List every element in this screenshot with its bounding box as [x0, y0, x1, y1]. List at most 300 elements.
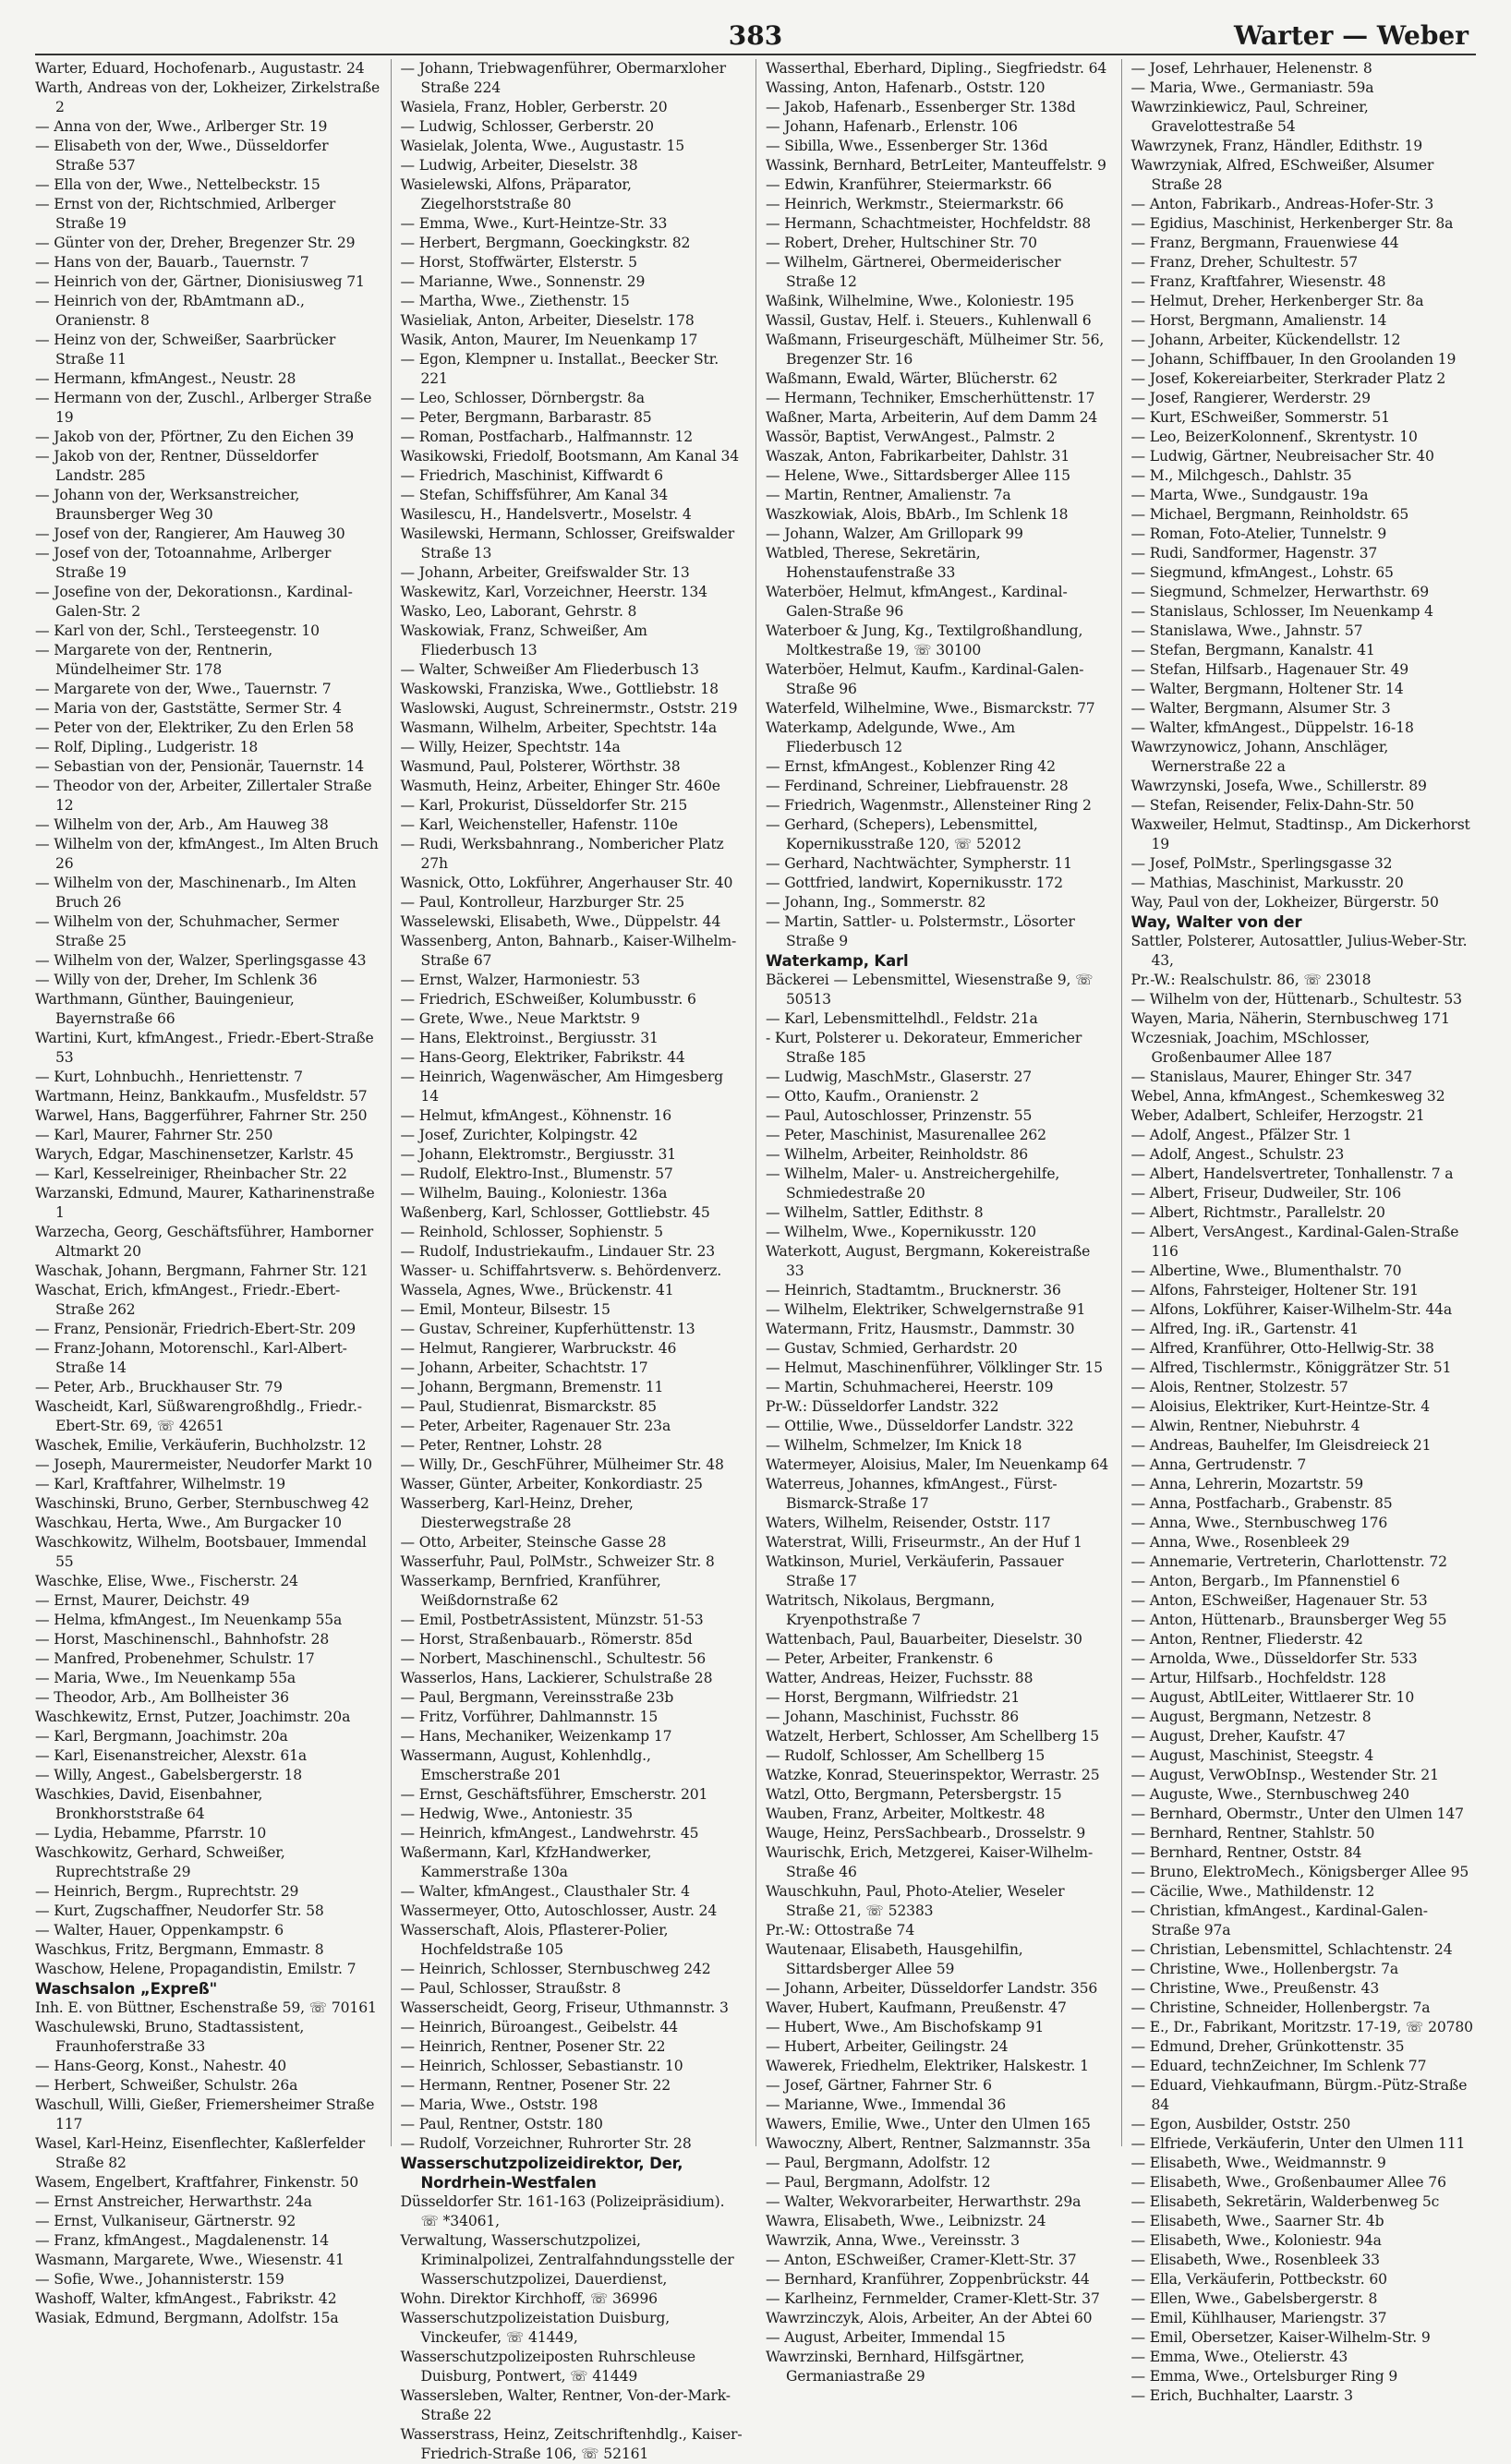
directory-entry: Waterkamp, Adelgunde, Wwe., Am Fliederbusch 12 [766, 719, 1016, 755]
directory-entry: — Helene, Wwe., Sittardsberger Allee 115 [766, 467, 1070, 484]
directory-entry: — Heinrich von der, RbAmtmann aD., Oranienstr. 8 [35, 293, 305, 329]
directory-entry: — Wilhelm, Elektriker, Schwelgernstraße 91 [766, 1301, 1086, 1318]
directory-entry: Waßenberg, Karl, Schlosser, Gottliebstr. 45 [400, 1204, 710, 1221]
column-4 [1130, 59, 1477, 2404]
directory-entry: — Emil, Monteur, Bilsestr. 15 [400, 1301, 610, 1318]
directory-entry: — Ernst von der, Richtschmied, Arlberger Straße 19 [35, 196, 336, 232]
directory-entry: — Hans-Georg, Konst., Nahestr. 40 [35, 2058, 287, 2074]
directory-entry: — Ludwig, Schlosser, Gerberstr. 20 [400, 118, 654, 135]
directory-entry: — Anton, Bergarb., Im Pfannenstiel 6 [1130, 1573, 1400, 1589]
directory-entry: Verwaltung, Wasserschutzpolizei, Kriminalpolizei, Zentralfahndungsstelle der Wasserschutzpolizei, Dauerdienst, [400, 2232, 734, 2288]
directory-entry: — Karl, Prokurist, Düsseldorfer Str. 215 [400, 797, 688, 814]
directory-entry: Waßermann, Karl, KfzHandwerker, Kammerstraße 130a [400, 1844, 652, 1880]
directory-entry: — Hans, Mechaniker, Weizenkamp 17 [400, 1728, 672, 1745]
directory-entry: Warwel, Hans, Baggerführer, Fahrner Str. 250 [35, 1107, 368, 1124]
directory-entry: — Ernst Anstreicher, Herwarthstr. 24a [35, 2193, 312, 2210]
directory-entry: — Ferdinand, Schreiner, Liebfrauenstr. 28 [766, 778, 1069, 794]
directory-entry: Waszkowiak, Alois, BbArb., Im Schlenk 18 [766, 506, 1069, 523]
directory-entry: — Willy von der, Dreher, Im Schlenk 36 [35, 972, 318, 988]
directory-entry: — Albert, Richtmstr., Parallelstr. 20 [1130, 1204, 1385, 1221]
directory-entry: — Johann, Maschinist, Fuchsstr. 86 [766, 1709, 1020, 1725]
directory-entry: Waterkott, August, Bergmann, Kokereistraße 33 [766, 1243, 1091, 1279]
directory-entry: Wasserschutzpolizeidirektor, Der, Nordrhein-Westfalen [400, 2155, 683, 2192]
directory-entry: — Elisabeth, Wwe., Saarner Str. 4b [1130, 2213, 1384, 2229]
directory-entry: Wasel, Karl-Heinz, Eisenflechter, Kaßlerfelder Straße 82 [35, 2135, 366, 2171]
directory-entry: — Josef, PolMstr., Sperlingsgasse 32 [1130, 855, 1393, 872]
directory-entry: Wassör, Baptist, VerwAngest., Palmstr. 2 [766, 429, 1056, 445]
directory-entry: — Elisabeth, Sekretärin, Walderbenweg 5c [1130, 2193, 1440, 2210]
directory-entry: Wasmuth, Heinz, Arbeiter, Ehinger Str. 460e [400, 778, 720, 794]
directory-entry: Wauge, Heinz, PersSachbearb., Drosselstr. 9 [766, 1825, 1086, 1842]
directory-entry: — Johann, Arbeiter, Schachtstr. 17 [400, 1359, 648, 1376]
directory-entry: Wasmann, Wilhelm, Arbeiter, Spechtstr. 14a [400, 719, 718, 736]
directory-entry: Düsseldorfer Str. 161-163 (Polizeipräsidium). ☏ *34061, [400, 2193, 725, 2229]
directory-entry: — Ottilie, Wwe., Düsseldorfer Landstr. 322 [766, 1418, 1074, 1434]
directory-entry: — August, Maschinist, Steegstr. 4 [1130, 1747, 1374, 1764]
directory-entry: Wartini, Kurt, kfmAngest., Friedr.-Ebert-Straße 53 [35, 1030, 374, 1066]
directory-entry: Watritsch, Nikolaus, Bergmann, Kryenpothstraße 7 [766, 1592, 996, 1628]
directory-entry: Wawrzinczyk, Alois, Arbeiter, An der Abtei 60 [766, 2310, 1093, 2326]
directory-entry: Wassersleben, Walter, Rentner, Von-der-Mark-Straße 22 [400, 2387, 731, 2423]
directory-entry: — Ellen, Wwe., Gabelsbergerstr. 8 [1130, 2290, 1378, 2307]
directory-entry: Waßmann, Friseurgeschäft, Mülheimer Str. 56, Bregenzer Str. 16 [766, 332, 1105, 368]
directory-entry: — Johann, Arbeiter, Düsseldorfer Landstr. 356 [766, 1980, 1098, 1997]
directory-entry: — Gottfried, landwirt, Kopernikusstr. 172 [766, 875, 1063, 891]
directory-entry: — Wilhelm, Arbeiter, Reinholdstr. 86 [766, 1146, 1029, 1163]
directory-entry: — Peter, Bergmann, Barbarastr. 85 [400, 409, 652, 426]
directory-entry: Waschke, Elise, Wwe., Fischerstr. 24 [35, 1573, 298, 1589]
directory-entry: — Heinrich, Wagenwäscher, Am Himgesberg 14 [400, 1069, 723, 1105]
directory-entry: — Rudolf, Vorzeichner, Ruhrorter Str. 28 [400, 2135, 692, 2152]
directory-entry: — Walter, Bergmann, Holtener Str. 14 [1130, 681, 1404, 697]
directory-entry: — Friedrich, ESchweißer, Kolumbusstr. 6 [400, 991, 696, 1008]
directory-entry: — Heinrich, Stadtamtm., Brucknerstr. 36 [766, 1282, 1061, 1298]
directory-entry: — Maria von der, Gaststätte, Sermer Str. 4 [35, 700, 342, 717]
directory-entry: Waschkowitz, Wilhelm, Bootsbauer, Immendal 55 [35, 1534, 367, 1570]
directory-entry: — Grete, Wwe., Neue Marktstr. 9 [400, 1010, 640, 1027]
directory-entry: — Peter von der, Elektriker, Zu den Erlen 58 [35, 719, 354, 736]
directory-entry: Waßmann, Ewald, Wärter, Blücherstr. 62 [766, 370, 1058, 387]
directory-entry: — Rudolf, Schlosser, Am Schellberg 15 [766, 1747, 1046, 1764]
directory-entry: — Josef, Lehrhauer, Helenenstr. 8 [1130, 60, 1372, 77]
directory-entry: — Alfred, Kranführer, Otto-Hellwig-Str. 38 [1130, 1340, 1434, 1357]
directory-entry: — Margarete von der, Rentnerin, Mündelheimer Str. 178 [35, 642, 273, 678]
directory-entry: — Albert, Friseur, Dudweiler, Str. 106 [1130, 1185, 1401, 1202]
directory-entry: — Egon, Klempner u. Installat., Beecker Str. 221 [400, 351, 719, 387]
directory-entry: — Lydia, Hebamme, Pfarrstr. 10 [35, 1825, 267, 1842]
directory-entry: — Karlheinz, Fernmelder, Cramer-Klett-Str. 37 [766, 2290, 1100, 2307]
directory-entry: — Karl, Kraftfahrer, Wilhelmstr. 19 [35, 1476, 286, 1492]
directory-entry: — Jakob, Hafenarb., Essenberger Str. 138d [766, 99, 1076, 115]
directory-entry: — Ella, Verkäuferin, Pottbeckstr. 60 [1130, 2271, 1387, 2288]
directory-entry: — Wilhelm von der, kfmAngest., Im Alten Bruch 26 [35, 836, 379, 872]
directory-entry: — Kurt, Lohnbuchh., Henriettenstr. 7 [35, 1069, 303, 1085]
directory-entry: — Gustav, Schmied, Gerhardstr. 20 [766, 1340, 1018, 1357]
directory-entry: — Gustav, Schreiner, Kupferhüttenstr. 13 [400, 1321, 695, 1337]
directory-entry: — Hubert, Arbeiter, Geilingstr. 24 [766, 2038, 1009, 2055]
directory-entry: — Karl, Lebensmittelhdl., Feldstr. 21a [766, 1010, 1038, 1027]
directory-entry: Waszak, Anton, Fabrikarbeiter, Dahlstr. 31 [766, 448, 1070, 465]
directory-entry: — Elisabeth, Wwe., Rosenbleek 33 [1130, 2252, 1380, 2268]
directory-entry: — Alfred, Tischlermstr., Königgrätzer Str. 51 [1130, 1359, 1452, 1376]
directory-entry: Waterreus, Johannes, kfmAngest., Fürst-Bismarck-Straße 17 [766, 1476, 1058, 1512]
directory-entry: Wawrzynek, Franz, Händler, Edithstr. 19 [1130, 138, 1423, 154]
directory-entry: — Alois, Rentner, Stolzestr. 57 [1130, 1379, 1348, 1395]
directory-entry: Watzl, Otto, Bergmann, Petersbergstr. 15 [766, 1786, 1062, 1803]
directory-entry: — Elisabeth von der, Wwe., Düsseldorfer Straße 537 [35, 138, 329, 174]
directory-entry: — Gerhard, Nachtwächter, Sympherstr. 11 [766, 855, 1072, 872]
directory-entry: — Stefan, Reisender, Felix-Dahn-Str. 50 [1130, 797, 1415, 814]
directory-entry: — Johann, Walzer, Am Grillopark 99 [766, 525, 1023, 542]
directory-entry: Wasser- u. Schiffahrtsverw. s. Behördenverz. [400, 1262, 722, 1279]
directory-entry: — Rudolf, Industriekaufm., Lindauer Str. 23 [400, 1243, 716, 1260]
directory-entry: — August, Arbeiter, Immendal 15 [766, 2329, 1006, 2346]
directory-entry: Warzecha, Georg, Geschäftsführer, Hamborner Altmarkt 20 [35, 1224, 374, 1260]
directory-entry: — Rolf, Dipling., Ludgeristr. 18 [35, 739, 259, 755]
entry-list [35, 59, 381, 2328]
directory-entry: — Bernhard, Kranführer, Zoppenbrückstr. 44 [766, 2271, 1090, 2288]
directory-entry: Wasselewski, Elisabeth, Wwe., Düppelstr. 44 [400, 913, 721, 930]
directory-entry: — Hermann von der, Zuschl., Arlberger Straße 19 [35, 390, 372, 426]
directory-entry: — Franz, Bergmann, Frauenwiese 44 [1130, 235, 1399, 251]
directory-entry: Waschkau, Herta, Wwe., Am Burgacker 10 [35, 1515, 342, 1531]
directory-entry: Wczesniak, Joachim, MSchlosser, Großenbaumer Allee 187 [1130, 1030, 1370, 1066]
directory-entry: — Martin, Schuhmacherei, Heerstr. 109 [766, 1379, 1054, 1395]
directory-entry: — Marianne, Wwe., Sonnenstr. 29 [400, 273, 646, 290]
directory-entry: Watzke, Konrad, Steuerinspektor, Werrastr. 25 [766, 1767, 1100, 1783]
directory-entry: — Adolf, Angest., Pfälzer Str. 1 [1130, 1127, 1352, 1143]
directory-entry: — Sebastian von der, Pensionär, Tauernstr. 14 [35, 758, 365, 775]
directory-entry: Waschkewitz, Ernst, Putzer, Joachimstr. 20a [35, 1709, 351, 1725]
directory-entry: — Eduard, Viehkaufmann, Bürgm.-Pütz-Straße 84 [1130, 2077, 1468, 2113]
directory-entry: — Franz, kfmAngest., Magdalenenstr. 14 [35, 2232, 330, 2249]
directory-entry: — Willy, Heizer, Spechtstr. 14a [400, 739, 621, 755]
directory-entry: — Willy, Dr., GeschFührer, Mülheimer Str. 48 [400, 1456, 724, 1473]
directory-entry: — Helma, kfmAngest., Im Neuenkamp 55a [35, 1612, 343, 1628]
directory-entry: — Ernst, Geschäftsführer, Emscherstr. 201 [400, 1786, 708, 1803]
directory-entry: — Theodor, Arb., Am Bollheister 36 [35, 1689, 289, 1706]
directory-entry: — Ernst, kfmAngest., Koblenzer Ring 42 [766, 758, 1056, 775]
column-1 [35, 59, 381, 2326]
directory-entry: — Joseph, Maurermeister, Neudorfer Markt 10 [35, 1456, 372, 1473]
directory-entry: — Wilhelm von der, Arb., Am Hauweg 38 [35, 816, 329, 833]
directory-entry: — Karl von der, Schl., Tersteegenstr. 10 [35, 622, 320, 639]
directory-entry: — Paul, Kontrolleur, Harzburger Str. 25 [400, 894, 685, 911]
directory-entry: — Heinrich, Schlosser, Sternbuschweg 242 [400, 1961, 711, 1977]
directory-entry: — Heinz von der, Schweißer, Saarbrücker Straße 11 [35, 332, 336, 368]
directory-entry: — Walter, Hauer, Oppenkampstr. 6 [35, 1922, 284, 1939]
header-rule [35, 54, 1476, 55]
directory-entry: — Maria, Wwe., Im Neuenkamp 55a [35, 1670, 296, 1686]
column-3 [766, 59, 1111, 2385]
directory-entry: — Hermann, Rentner, Posener Str. 22 [400, 2077, 671, 2094]
directory-entry: Wawrzinkiewicz, Paul, Schreiner, Gravelottestraße 54 [1130, 99, 1369, 135]
directory-entry: Wauben, Franz, Arbeiter, Moltkestr. 48 [766, 1806, 1046, 1822]
directory-entry: — Friedrich, Wagenmstr., Allensteiner Ring 2 [766, 797, 1092, 814]
directory-entry: — Heinrich, Rentner, Posener Str. 22 [400, 2038, 666, 2055]
directory-entry: Wasiela, Franz, Hobler, Gerberstr. 20 [400, 99, 668, 115]
directory-entry: — Arnolda, Wwe., Düsseldorfer Str. 533 [1130, 1650, 1418, 1667]
directory-entry: — Annemarie, Vertreterin, Charlottenstr. 72 [1130, 1553, 1447, 1570]
directory-entry: — August, Bergmann, Netzestr. 8 [1130, 1709, 1372, 1725]
directory-entry: — Egon, Ausbilder, Oststr. 250 [1130, 2116, 1351, 2132]
directory-entry: Warzanski, Edmund, Maurer, Katharinenstraße 1 [35, 1185, 375, 1221]
directory-entry: — Wilhelm, Gärtnerei, Obermeiderischer Straße 12 [766, 254, 1061, 290]
directory-entry: — Eduard, technZeichner, Im Schlenk 77 [1130, 2058, 1427, 2074]
directory-entry: — Martin, Sattler- u. Polstermstr., Lösorter Straße 9 [766, 913, 1075, 949]
directory-entry: Way, Walter von der [1130, 913, 1302, 931]
directory-entry: Waschat, Erich, kfmAngest., Friedr.-Ebert-Straße 262 [35, 1282, 341, 1318]
directory-entry: Wasik, Anton, Maurer, Im Neuenkamp 17 [400, 332, 698, 348]
directory-entry: — Paul, Schlosser, Straußstr. 8 [400, 1980, 622, 1997]
directory-entry: — Alfons, Fahrsteiger, Holtener Str. 191 [1130, 1282, 1419, 1298]
directory-entry: Wartmann, Heinz, Bankkaufm., Musfeldstr. 57 [35, 1088, 368, 1105]
directory-entry: Wassil, Gustav, Helf. i. Steuers., Kuhlenwall 6 [766, 312, 1092, 329]
directory-entry: - Kurt, Polsterer u. Dekorateur, Emmericher Straße 185 [766, 1030, 1082, 1066]
directory-entry: — Johann, Arbeiter, Greifswalder Str. 13 [400, 564, 690, 581]
directory-entry: Waschkowitz, Gerhard, Schweißer, Ruprechtstraße 29 [35, 1844, 285, 1880]
directory-entry: Wassermeyer, Otto, Autoschlosser, Austr. 24 [400, 1902, 718, 1919]
directory-entry: — Paul, Bergmann, Adolfstr. 12 [766, 2155, 991, 2171]
directory-entry: Waterfeld, Wilhelmine, Wwe., Bismarckstr. 77 [766, 700, 1095, 717]
directory-entry: Waslowski, August, Schreinermstr., Oststr. 219 [400, 700, 738, 717]
column-2 [400, 59, 746, 2462]
directory-entry: Warych, Edgar, Maschinensetzer, Karlstr. 45 [35, 1146, 354, 1163]
directory-entry: — Christian, kfmAngest., Kardinal-Galen-Straße 97a [1130, 1902, 1428, 1939]
directory-entry: Wawerek, Friedhelm, Elektriker, Halskestr. 1 [766, 2058, 1089, 2074]
directory-entry: — Johann, Schiffbauer, In den Groolanden 19 [1130, 351, 1457, 368]
directory-entry: — Heinrich, Werkmstr., Steiermarkstr. 66 [766, 196, 1064, 212]
directory-entry: Waters, Wilhelm, Reisender, Oststr. 117 [766, 1515, 1051, 1531]
directory-entry: — Walter, Schweißer Am Fliederbusch 13 [400, 661, 699, 678]
directory-entry: — Horst, Bergmann, Amalienstr. 14 [1130, 312, 1387, 329]
directory-entry: — Günter von der, Dreher, Bregenzer Str. 29 [35, 235, 356, 251]
directory-entry: — Hermann, Techniker, Emscherhüttenstr. 17 [766, 390, 1095, 406]
directory-entry: — Albert, Handelsvertreter, Tonhallenstr. 7 a [1130, 1166, 1454, 1182]
directory-entry: Wasnick, Otto, Lokführer, Angerhauser Str. 40 [400, 875, 733, 891]
directory-entry: Wawoczny, Albert, Rentner, Salzmannstr. 35a [766, 2135, 1091, 2152]
directory-entry: Waschkies, David, Eisenbahner, Bronkhorststraße 64 [35, 1786, 263, 1822]
directory-entry: — Wilhelm von der, Maschinenarb., Im Alten Bruch 26 [35, 875, 357, 911]
directory-entry: — Marta, Wwe., Sundgaustr. 19a [1130, 487, 1369, 503]
directory-entry: — Johann von der, Werksanstreicher, Braunsberger Weg 30 [35, 487, 300, 523]
directory-entry: Wawrzynowicz, Johann, Anschläger, Wernerstraße 22 a [1130, 739, 1389, 775]
directory-entry: Weber, Adalbert, Schleifer, Herzogstr. 21 [1130, 1107, 1425, 1124]
directory-entry: — Norbert, Maschinenschl., Schultestr. 56 [400, 1650, 706, 1667]
directory-entry: — Emil, Kühlhauser, Mariengstr. 37 [1130, 2310, 1387, 2326]
directory-entry: — Stanislaus, Maurer, Ehinger Str. 347 [1130, 1069, 1412, 1085]
directory-entry: Warthmann, Günther, Bauingenieur, Bayernstraße 66 [35, 991, 295, 1027]
directory-entry: — Karl, Maurer, Fahrner Str. 250 [35, 1127, 273, 1143]
directory-entry: — Emil, PostbetrAssistent, Münzstr. 51-53 [400, 1612, 704, 1628]
directory-entry: — Bernhard, Rentner, Stahlstr. 50 [1130, 1825, 1375, 1842]
directory-entry: Watermeyer, Aloisius, Maler, Im Neuenkamp 64 [766, 1456, 1109, 1473]
entry-list [401, 59, 746, 2464]
directory-entry: Watbled, Therese, Sekretärin, Hohenstaufenstraße 33 [766, 545, 981, 581]
directory-entry: — Wilhelm, Wwe., Kopernikusstr. 120 [766, 1224, 1036, 1240]
directory-entry: Wasserstrass, Heinz, Zeitschriftenhdlg., Kaiser-Friedrich-Straße 106, ☏ 52161 [400, 2426, 743, 2462]
directory-entry: — Alfons, Lokführer, Kaiser-Wilhelm-Str. 44a [1130, 1301, 1453, 1318]
directory-entry: — Erich, Buchhalter, Laarstr. 3 [1130, 2387, 1353, 2404]
directory-entry: — Theodor von der, Arbeiter, Zillertaler Straße 12 [35, 778, 372, 814]
directory-entry: — E., Dr., Fabrikant, Moritzstr. 17-19, ☏ 20780 [1130, 2019, 1473, 2035]
directory-entry: — Ernst, Vulkaniseur, Gärtnerstr. 92 [35, 2213, 296, 2229]
directory-entry: Wasielewski, Alfons, Präparator, Ziegelhorststraße 80 [400, 176, 632, 212]
directory-entry: Waterkamp, Karl [766, 952, 909, 970]
directory-entry: Wasikowski, Friedolf, Bootsmann, Am Kanal 34 [400, 448, 740, 465]
directory-entry: — Manfred, Probenehmer, Schulstr. 17 [35, 1650, 315, 1667]
directory-entry: — Sibilla, Wwe., Essenberger Str. 136d [766, 138, 1048, 154]
directory-entry: — Herbert, Bergmann, Goeckingkstr. 82 [400, 235, 691, 251]
directory-entry: — Michael, Bergmann, Reinholdstr. 65 [1130, 506, 1409, 523]
directory-entry: — Johann, Elektromstr., Bergiusstr. 31 [400, 1146, 677, 1163]
directory-entry: — Franz, Kraftfahrer, Wiesenstr. 48 [1130, 273, 1386, 290]
directory-entry: — Gerhard, (Schepers), Lebensmittel, Kopernikusstraße 120, ☏ 52012 [766, 816, 1038, 852]
directory-entry: — Paul, Rentner, Oststr. 180 [400, 2116, 603, 2132]
directory-columns [35, 59, 1476, 2462]
directory-entry: — Hermann, Schachtmeister, Hochfeldstr. 88 [766, 215, 1092, 232]
directory-entry: — Emma, Wwe., Otelierstr. 43 [1130, 2349, 1348, 2365]
directory-entry: Sattler, Polsterer, Autosattler, Julius-Weber-Str. 43, [1130, 933, 1468, 969]
directory-entry: Wawers, Emilie, Wwe., Unter den Ulmen 165 [766, 2116, 1091, 2132]
directory-entry: — Hans von der, Bauarb., Tauernstr. 7 [35, 254, 309, 271]
directory-entry: — Wilhelm, Schmelzer, Im Knick 18 [766, 1437, 1022, 1454]
directory-entry: — Anna, Wwe., Rosenbleek 29 [1130, 1534, 1350, 1551]
directory-entry: Wawrzinski, Bernhard, Hilfsgärtner, Germaniastraße 29 [766, 2349, 1025, 2385]
directory-entry: — August, Dreher, Kaufstr. 47 [1130, 1728, 1346, 1745]
directory-entry: — Christine, Wwe., Preußenstr. 43 [1130, 1980, 1380, 1997]
directory-entry: — Josef von der, Totoannahme, Arlberger Straße 19 [35, 545, 332, 581]
directory-entry: Waskewitz, Karl, Vorzeichner, Heerstr. 134 [400, 584, 707, 600]
directory-entry: Webel, Anna, kfmAngest., Schemkesweg 32 [1130, 1088, 1445, 1105]
directory-entry: Wascheidt, Karl, Süßwarengroßhdlg., Friedr.-Ebert-Str. 69, ☏ 42651 [35, 1398, 362, 1434]
directory-entry: — Josef, Zurichter, Kolpingstr. 42 [400, 1127, 638, 1143]
directory-entry: Waxweiler, Helmut, Stadtinsp., Am Dickerhorst 19 [1130, 816, 1470, 852]
directory-entry: Pr.-W.: Ottostraße 74 [766, 1922, 915, 1939]
directory-entry: — Helmut, Maschinenführer, Völklinger Str. 15 [766, 1359, 1103, 1376]
directory-entry: Waschinski, Bruno, Gerber, Sternbuschweg 42 [35, 1495, 369, 1512]
directory-entry: — Franz-Johann, Motorenschl., Karl-Albert-Straße 14 [35, 1340, 347, 1376]
directory-entry: — Christine, Wwe., Hollenbergstr. 7a [1130, 1961, 1399, 1977]
directory-entry: — Rudolf, Elektro-Inst., Blumenstr. 57 [400, 1166, 673, 1182]
directory-entry: — Paul, Bergmann, Adolfstr. 12 [766, 2174, 991, 2191]
directory-entry: — Walter, kfmAngest., Düppelstr. 16-18 [1130, 719, 1414, 736]
directory-entry: — Willy, Angest., Gabelsbergerstr. 18 [35, 1767, 303, 1783]
directory-entry: — Heinrich von der, Gärtner, Dionisiusweg 71 [35, 273, 365, 290]
directory-entry: — Wilhelm, Sattler, Edithstr. 8 [766, 1204, 984, 1221]
directory-entry: — Hermann, kfmAngest., Neustr. 28 [35, 370, 296, 387]
directory-entry: — Walter, Bergmann, Alsumer Str. 3 [1130, 700, 1391, 717]
directory-entry: Waschull, Willi, Gießer, Friemersheimer Straße 117 [35, 2096, 375, 2132]
directory-entry: Waterböer, Helmut, kfmAngest., Kardinal-Galen-Straße 96 [766, 584, 1068, 620]
directory-entry: — Christine, Schneider, Hollenbergstr. 7a [1130, 1999, 1431, 2016]
directory-entry: Watkinson, Muriel, Verkäuferin, Passauer Straße 17 [766, 1553, 1064, 1589]
directory-entry: Wayen, Maria, Näherin, Sternbuschweg 171 [1130, 1010, 1450, 1027]
directory-entry: Waurischk, Erich, Metzgerei, Kaiser-Wilhelm-Straße 46 [766, 1844, 1094, 1880]
directory-entry: — Aloisius, Elektriker, Kurt-Heintze-Str. 4 [1130, 1398, 1430, 1415]
directory-entry: — Emma, Wwe., Kurt-Heintze-Str. 33 [400, 215, 668, 232]
directory-entry: — Andreas, Bauhelfer, Im Gleisdreieck 21 [1130, 1437, 1432, 1454]
directory-entry: Wohn. Direktor Kirchhoff, ☏ 36996 [400, 2290, 658, 2307]
directory-entry: — Egidius, Maschinist, Herkenberger Str. 8a [1130, 215, 1454, 232]
directory-entry: — Helmut, Dreher, Herkenberger Str. 8a [1130, 293, 1424, 309]
directory-entry: Wasserthal, Eberhard, Dipling., Siegfriedstr. 64 [766, 60, 1107, 77]
directory-entry: — Stanislawa, Wwe., Jahnstr. 57 [1130, 622, 1363, 639]
directory-entry: — Anton, ESchweißer, Cramer-Klett-Str. 37 [766, 2252, 1077, 2268]
directory-entry: — Peter, Arbeiter, Frankenstr. 6 [766, 1650, 994, 1667]
directory-entry: — Jakob von der, Pförtner, Zu den Eichen 39 [35, 429, 355, 445]
directory-entry: — Johann, Hafenarb., Erlenstr. 106 [766, 118, 1018, 135]
directory-entry: Waschsalon „Expreß" [35, 1980, 218, 1998]
directory-entry: — Ludwig, Arbeiter, Dieselstr. 38 [400, 157, 638, 174]
directory-entry: Wasserscheidt, Georg, Friseur, Uthmannstr. 3 [400, 1999, 729, 2016]
directory-entry: — Heinrich, kfmAngest., Landwehrstr. 45 [400, 1825, 699, 1842]
directory-entry: — Alwin, Rentner, Niebuhrstr. 4 [1130, 1418, 1360, 1434]
directory-entry: — Sofie, Wwe., Johannisterstr. 159 [35, 2271, 284, 2288]
directory-entry: Waschulewski, Bruno, Stadtassistent, Fraunhoferstraße 33 [35, 2019, 305, 2055]
directory-entry: — Martha, Wwe., Ziethenstr. 15 [400, 293, 630, 309]
directory-entry: — Hans, Elektroinst., Bergiusstr. 31 [400, 1030, 659, 1046]
directory-entry: — Marianne, Wwe., Immendal 36 [766, 2096, 1006, 2113]
directory-entry: — Bernhard, Rentner, Oststr. 84 [1130, 1844, 1362, 1861]
directory-entry: Waschow, Helene, Propagandistin, Emilstr. 7 [35, 1961, 357, 1977]
directory-entry: Waschek, Emilie, Verkäuferin, Buchholzstr. 12 [35, 1437, 367, 1454]
directory-entry: — Johann, Arbeiter, Kückendellstr. 12 [1130, 332, 1401, 348]
directory-entry: — Siegmund, kfmAngest., Lohstr. 65 [1130, 564, 1394, 581]
directory-entry: Wasserberg, Karl-Heinz, Dreher, Diesterwegstraße 28 [400, 1495, 634, 1531]
directory-entry: — Karl, Weichensteller, Hafenstr. 110e [400, 816, 678, 833]
directory-entry: — Hubert, Wwe., Am Bischofskamp 91 [766, 2019, 1045, 2035]
directory-entry: — Johann, Ing., Sommerstr. 82 [766, 894, 986, 911]
directory-entry: — Anton, Hüttenarb., Braunsberger Weg 55 [1130, 1612, 1447, 1628]
entry-list [766, 59, 1111, 2386]
directory-entry: — Josef, Gärtner, Fahrner Str. 6 [766, 2077, 992, 2094]
directory-entry: — Stefan, Hilfsarb., Hagenauer Str. 49 [1130, 661, 1409, 678]
directory-entry: — Anton, Fabrikarb., Andreas-Hofer-Str. 3 [1130, 196, 1434, 212]
directory-entry: — Hans-Georg, Elektriker, Fabrikstr. 44 [400, 1049, 685, 1066]
directory-entry: — Maria, Wwe., Germaniastr. 59a [1130, 79, 1374, 96]
directory-entry: — Johann, Bergmann, Bremenstr. 11 [400, 1379, 664, 1395]
directory-entry: Wautenaar, Elisabeth, Hausgehilfin, Sittardsberger Allee 59 [766, 1941, 1023, 1977]
directory-entry: — Adolf, Angest., Schulstr. 23 [1130, 1146, 1345, 1163]
directory-entry: — Horst, Stoffwärter, Elsterstr. 5 [400, 254, 637, 271]
directory-entry: — Edmund, Dreher, Grünkottenstr. 35 [1130, 2038, 1405, 2055]
directory-entry: Wawra, Elisabeth, Wwe., Leibnizstr. 24 [766, 2213, 1046, 2229]
directory-entry: Wawrzik, Anna, Wwe., Vereinsstr. 3 [766, 2232, 1020, 2249]
directory-entry: Waskowski, Franziska, Wwe., Gottliebstr. 18 [400, 681, 719, 697]
directory-entry: — Wilhelm, Maler- u. Anstreichergehilfe, Schmiedestraße 20 [766, 1166, 1060, 1202]
directory-entry: — Margarete von der, Wwe., Tauernstr. 7 [35, 681, 332, 697]
directory-entry: — Maria, Wwe., Oststr. 198 [400, 2096, 598, 2113]
directory-entry: — Artur, Hilfsarb., Hochfeldstr. 128 [1130, 1670, 1386, 1686]
directory-entry: — Peter, Rentner, Lohstr. 28 [400, 1437, 602, 1454]
directory-entry: — Siegmund, Schmelzer, Herwarthstr. 69 [1130, 584, 1430, 600]
directory-entry: Wassink, Bernhard, BetrLeiter, Manteuffelstr. 9 [766, 157, 1106, 174]
directory-entry: — Otto, Arbeiter, Steinsche Gasse 28 [400, 1534, 667, 1551]
directory-entry: Wattenbach, Paul, Bauarbeiter, Dieselstr. 30 [766, 1631, 1082, 1648]
directory-entry: — Roman, Foto-Atelier, Tunnelstr. 9 [1130, 525, 1387, 542]
directory-entry: — Elfriede, Verkäuferin, Unter den Ulmen 111 [1130, 2135, 1466, 2152]
directory-entry: — Josef, Rangierer, Werderstr. 29 [1130, 390, 1371, 406]
directory-entry: Washoff, Walter, kfmAngest., Fabrikstr. 42 [35, 2290, 337, 2307]
directory-entry: — Heinrich, Schlosser, Sebastianstr. 10 [400, 2058, 683, 2074]
directory-entry: — Anna, Gertrudenstr. 7 [1130, 1456, 1307, 1473]
directory-entry: — Karl, Bergmann, Joachimstr. 20a [35, 1728, 288, 1745]
directory-entry: — Martin, Rentner, Amalienstr. 7a [766, 487, 1011, 503]
directory-entry: — Johann, Triebwagenführer, Obermarxloher Straße 224 [400, 60, 726, 96]
directory-entry: — Heinrich, Büroangest., Geibelstr. 44 [400, 2019, 679, 2035]
directory-entry: Warter, Eduard, Hochofenarb., Augustastr. 24 [35, 60, 365, 77]
